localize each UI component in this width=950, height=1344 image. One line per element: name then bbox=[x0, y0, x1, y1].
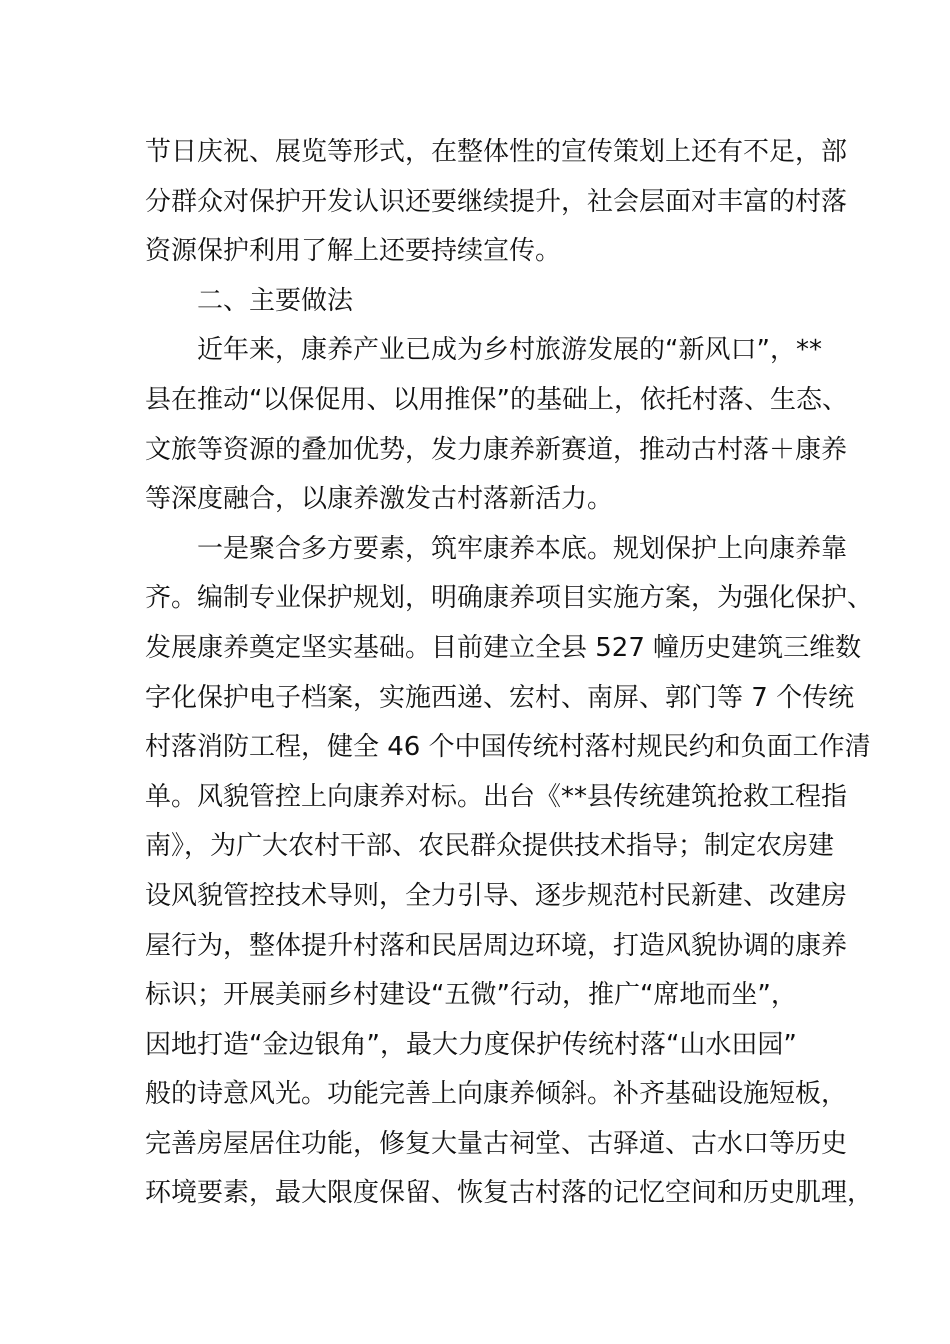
body-line: 屋行为，整体提升村落和民居周边环境，打造风貌协调的康养 bbox=[145, 930, 848, 961]
body-line: 等深度融合，以康养激发古村落新活力。 bbox=[145, 484, 614, 515]
body-line: 文旅等资源的叠加优势，发力康养新赛道，推动古村落＋康养 bbox=[145, 434, 848, 465]
document-body bbox=[145, 128, 874, 1219]
body-line: 县在推动“以保促用、以用推保”的基础上，依托村落、生态、 bbox=[145, 384, 848, 415]
body-line: 设风貌管控技术导则，全力引导、逐步规范村民新建、改建房 bbox=[145, 880, 848, 911]
body-line: 完善房屋居住功能，修复大量古祠堂、古驿道、古水口等历史 bbox=[145, 1128, 848, 1159]
body-line: 标识；开展美丽乡村建设“五微”行动，推广“席地而坐”， bbox=[145, 980, 797, 1011]
body-line: 分群众对保护开发认识还要继续提升，社会层面对丰富的村落 bbox=[145, 186, 848, 217]
section-heading: 二、主要做法 bbox=[197, 285, 354, 316]
body-line: 般的诗意风光。功能完善上向康养倾斜。补齐基础设施短板， bbox=[145, 1079, 848, 1110]
body-line: 环境要素，最大限度保留、恢复古村落的记忆空间和历史肌理， bbox=[145, 1178, 874, 1209]
body-line: 字化保护电子档案，实施西递、宏村、南屏、郭门等 7 个传统 bbox=[145, 682, 855, 713]
paragraph-first-line: 近年来，康养产业已成为乡村旅游发展的“新风口”，** bbox=[197, 335, 822, 366]
body-line: 发展康养奠定坚实基础。目前建立全县 527 幢历史建筑三维数 bbox=[145, 632, 862, 663]
body-line: 单。风貌管控上向康养对标。出台《**县传统建筑抢救工程指 bbox=[145, 781, 848, 812]
body-line: 齐。编制专业保护规划，明确康养项目实施方案，为强化保护、 bbox=[145, 583, 874, 614]
body-line: 因地打造“金边银角”，最大力度保护传统村落“山水田园” bbox=[145, 1029, 797, 1060]
body-line: 村落消防工程，健全 46 个中国传统村落村规民约和负面工作清 bbox=[145, 732, 871, 763]
paragraph-first-line: 一是聚合多方要素，筑牢康养本底。规划保护上向康养靠 bbox=[197, 533, 848, 564]
body-line: 节日庆祝、展览等形式，在整体性的宣传策划上还有不足，部 bbox=[145, 137, 848, 167]
body-line: 南》，为广大农村干部、农民群众提供技术指导；制定农房建 bbox=[145, 831, 835, 862]
body-line: 资源保护利用了解上还要持续宣传。 bbox=[145, 236, 562, 267]
